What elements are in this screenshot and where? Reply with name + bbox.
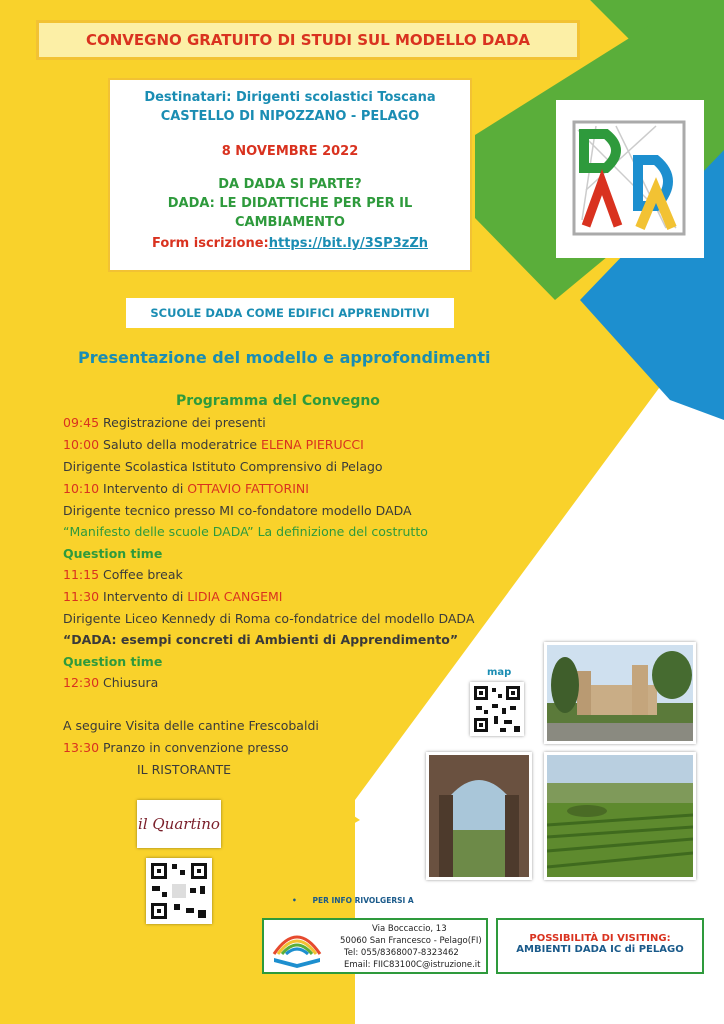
phone: Tel: 055/8368007-8323462 — [344, 948, 459, 958]
program-line: Dirigente Scolastica Istituto Comprensivo di Pelago — [63, 459, 383, 474]
address-line-1: Via Boccaccio, 13 — [372, 924, 447, 934]
school-contact-box — [262, 918, 488, 974]
restaurant-name: IL RISTORANTE — [137, 762, 232, 777]
restaurant-qr-code[interactable] — [146, 858, 212, 924]
presentation-heading: Presentazione del modello e approfondimenti — [78, 348, 491, 367]
program-line: 09:45 Registrazione dei presenti — [63, 415, 266, 430]
event-info-box — [108, 78, 472, 272]
restaurant-logo: il Quartino — [137, 800, 221, 848]
program-line: 10:10 Intervento di OTTAVIO FATTORINI — [63, 481, 309, 496]
form-link[interactable]: https://bit.ly/3SP3zZh — [268, 236, 428, 251]
bullet-icon: • — [292, 896, 297, 905]
program-line: 11:30 Intervento di LIDIA CANGEMI — [63, 589, 283, 604]
map-qr-code[interactable] — [470, 682, 524, 736]
visit-title: POSSIBILITÀ DI VISITING: — [529, 933, 671, 944]
program-title: Programma del Convegno — [176, 393, 380, 409]
qr-icon — [146, 858, 212, 924]
visit-text: AMBIENTI DADA IC di PELAGO — [516, 944, 684, 955]
doorway-photo — [426, 752, 532, 880]
program-line: 12:30 Chiusura — [63, 675, 159, 690]
email[interactable]: Email: FIIC83100C@istruzione.it — [344, 960, 481, 970]
program-line: Dirigente Liceo Kennedy di Roma co-fondatrice del modello DADA — [63, 611, 475, 626]
after-visit: A seguire Visita delle cantine Frescobaldi — [63, 718, 319, 733]
info-label-row: • PER INFO RIVOLGERSI A — [292, 896, 414, 905]
event-subtitle: DADA: LE DIDATTICHE PER PER IL CAMBIAMENTO — [167, 196, 413, 230]
program-line: 10:00 Saluto della moderatrice ELENA PIERUCCI — [63, 437, 364, 452]
event-date: 8 NOVEMBRE 2022 — [221, 144, 359, 159]
qr-icon — [470, 682, 524, 736]
audience: Destinatari: Dirigenti scolastici Toscana — [144, 90, 436, 105]
map-label: map — [487, 667, 512, 678]
dada-logo-frame — [556, 100, 704, 258]
program-line: “DADA: esempi concreti di Ambienti di Apprendimento” — [63, 632, 459, 647]
dada-logo — [556, 100, 704, 258]
schools-banner: SCUOLE DADA COME EDIFICI APPRENDITIVI — [126, 298, 454, 328]
address-line-2: 50060 San Francesco - Pelago(FI) — [340, 936, 482, 946]
form-label: Form iscrizione: — [151, 236, 269, 251]
event-question: DA DADA SI PARTE? — [218, 177, 362, 192]
school-logo-icon — [268, 924, 326, 968]
program-line: Dirigente tecnico presso MI co-fondatore modello DADA — [63, 503, 412, 518]
castle-photo — [544, 642, 696, 744]
vineyard-photo — [544, 752, 696, 880]
visiting-box — [496, 918, 704, 974]
program-line: 11:15 Coffee break — [63, 567, 183, 582]
program-line: Question time — [63, 654, 163, 669]
venue: CASTELLO DI NIPOZZANO - PELAGO — [160, 109, 420, 124]
program-line: Question time — [63, 546, 163, 561]
event-title: CONVEGNO GRATUITO DI STUDI SUL MODELLO DADA — [36, 20, 580, 60]
lunch-line: 13:30 Pranzo in convenzione presso — [63, 740, 289, 755]
program-line: “Manifesto delle scuole DADA” La definizione del costrutto — [63, 524, 428, 539]
